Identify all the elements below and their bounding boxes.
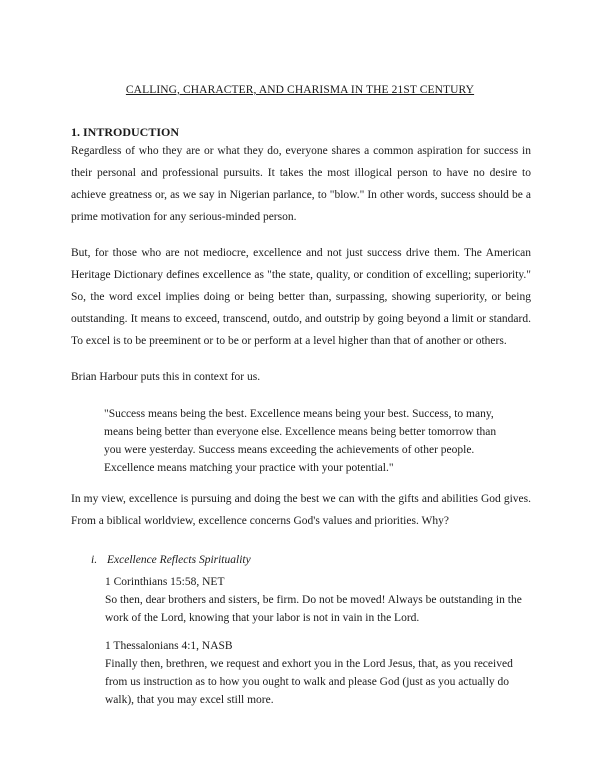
subsection-title-text: Excellence Reflects Spirituality <box>107 554 251 566</box>
verse-text: So then, dear brothers and sisters, be firm. Do not be moved! Always be outstanding in the work of the Lord, knowing that your labor is not in vain in the Lord. <box>105 594 522 624</box>
verse-block <box>105 573 531 627</box>
subsection-number: i. <box>91 554 98 566</box>
section-heading: 1. INTRODUCTION <box>71 125 180 139</box>
verse-text: Finally then, brethren, we request and exhort you in the Lord Jesus, that, as you received from us instruction as to how you ought to walk and please God (just as you actually do walk), that you may excel still more. <box>105 658 513 706</box>
paragraph-harbour-context: Brian Harbour puts this in context for us. <box>71 371 261 383</box>
paragraph-worldview: In my view, excellence is pursuing and doing the best we can with the gifts and abilities God gives. From a biblical worldview, excellence concerns God's values and priorities. Why? <box>71 493 531 527</box>
block-quote: "Success means being the best. Excellence means being your best. Success, to many, means being better than everyone else. Excellence means being better tomorrow than you were yesterday. Success means exceeding the achievements of other people. Excellence means matching your practice with your potential." <box>104 408 497 474</box>
verse-reference: 1 Corinthians 15:58, NET <box>105 576 225 588</box>
subsection-title <box>91 551 531 569</box>
paragraph-intro: Regardless of who they are or what they do, everyone shares a common aspiration for success in their personal and professional pursuits. It takes the most illogical person to have no desire to achieve greatness or, as we say in Nigerian parlance, to "blow." In other words, success should be a prime motivation for any serious-minded person. <box>71 145 531 223</box>
paragraph-excellence-definition: But, for those who are not mediocre, excellence and not just success drive them. The American Heritage Dictionary defines excellence as "the state, quality, or condition of excelling; superiority." So, the word excel implies doing or being better than, surpassing, showing superiority, or being outstanding. It means to exceed, transcend, outdo, and outstrip by going beyond a limit or standard. To excel is to be preeminent or to be or perform at a level higher than that of another or others. <box>71 247 531 347</box>
subsection <box>91 551 531 709</box>
verse-reference: 1 Thessalonians 4:1, NASB <box>105 640 233 652</box>
document-title: CALLING, CHARACTER, AND CHARISMA IN THE 21ST CENTURY <box>125 84 475 96</box>
verse-block <box>105 637 531 709</box>
